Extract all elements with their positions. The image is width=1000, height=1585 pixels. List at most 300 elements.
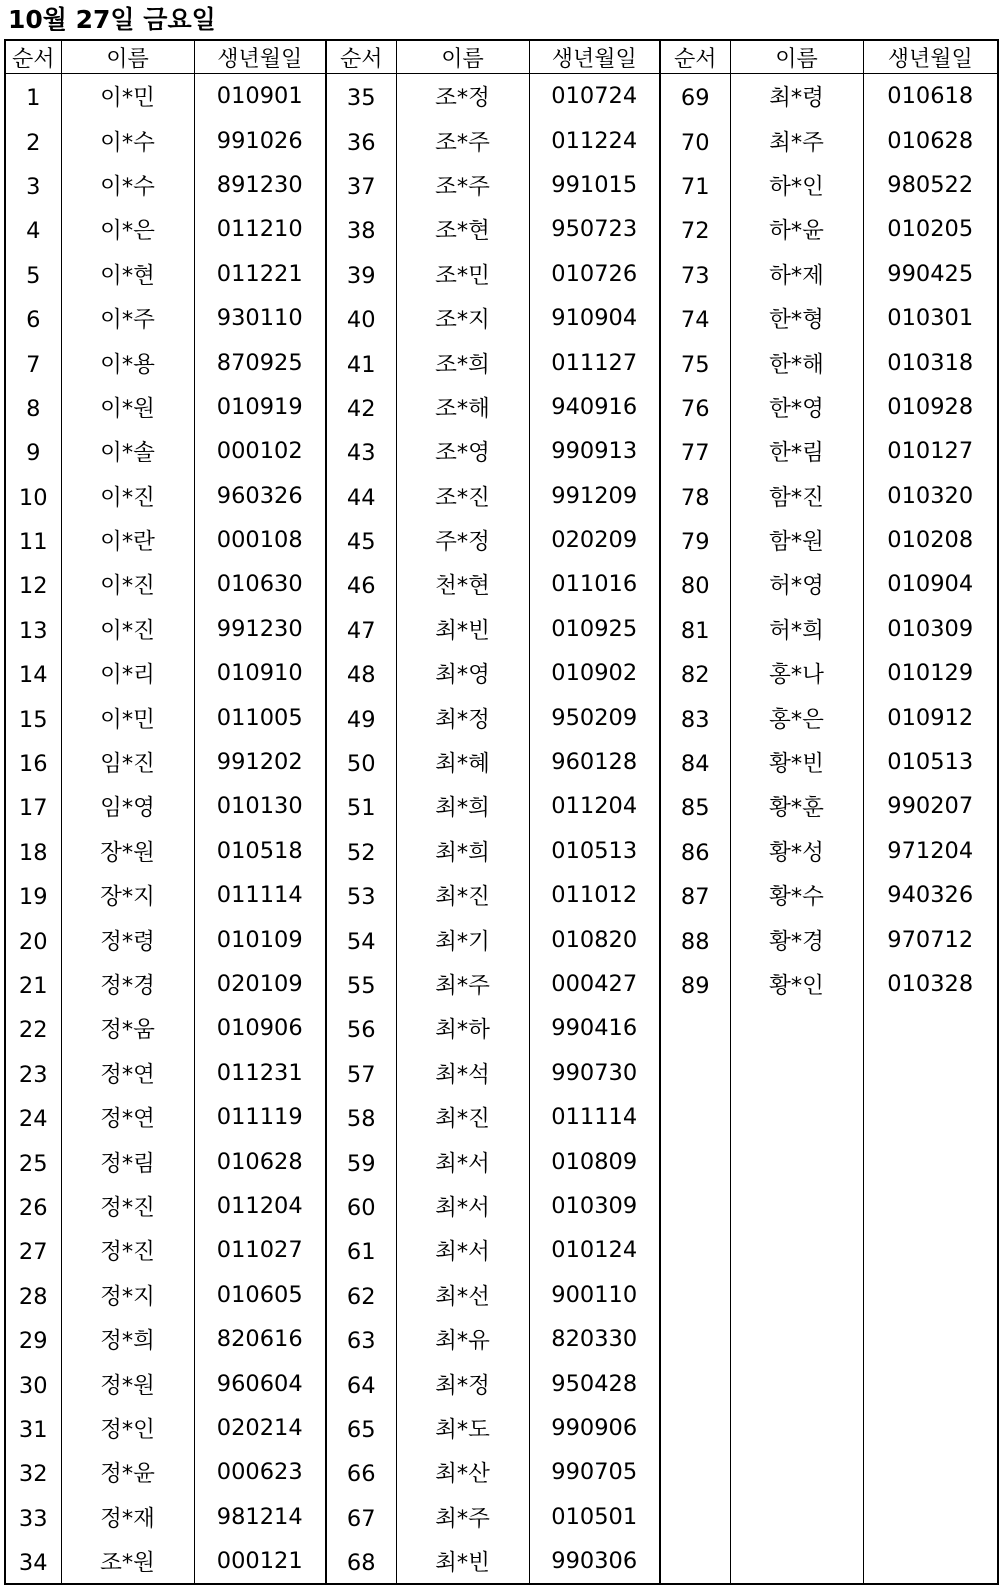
- order-cell: 42: [326, 385, 396, 429]
- name-cell: 이*은: [61, 207, 194, 251]
- birthdate-cell: 990906: [529, 1406, 660, 1450]
- name-cell: 조*현: [396, 207, 529, 251]
- order-cell: 34: [5, 1539, 61, 1584]
- order-cell: 28: [5, 1273, 61, 1317]
- order-cell: [660, 1051, 730, 1095]
- order-cell: 56: [326, 1006, 396, 1050]
- name-cell: 정*림: [61, 1139, 194, 1183]
- order-cell: 49: [326, 695, 396, 739]
- name-cell: 조*정: [396, 74, 529, 119]
- birthdate-cell: 950209: [529, 695, 660, 739]
- order-cell: 48: [326, 651, 396, 695]
- name-cell: 황*인: [730, 962, 863, 1006]
- order-cell: 44: [326, 474, 396, 518]
- name-cell: 정*윤: [61, 1450, 194, 1494]
- birthdate-cell: 991209: [529, 474, 660, 518]
- name-cell: 이*진: [61, 607, 194, 651]
- name-cell: 조*진: [396, 474, 529, 518]
- name-cell: 정*지: [61, 1273, 194, 1317]
- name-cell: [730, 1273, 863, 1317]
- name-cell: 한*형: [730, 296, 863, 340]
- order-cell: 86: [660, 829, 730, 873]
- birthdate-cell: 910904: [529, 296, 660, 340]
- table-row: [5, 1006, 998, 1050]
- order-cell: [660, 1139, 730, 1183]
- birthdate-cell: 870925: [194, 340, 326, 384]
- birthdate-cell: 970712: [863, 917, 998, 961]
- birthdate-cell: 011114: [194, 873, 326, 917]
- birthdate-cell: 010904: [863, 562, 998, 606]
- order-cell: 89: [660, 962, 730, 1006]
- name-cell: 주*정: [396, 518, 529, 562]
- name-cell: 하*윤: [730, 207, 863, 251]
- name-cell: 황*빈: [730, 740, 863, 784]
- table-row: [5, 474, 998, 518]
- table-row: [5, 296, 998, 340]
- name-cell: 황*성: [730, 829, 863, 873]
- name-cell: 이*진: [61, 562, 194, 606]
- name-cell: 하*제: [730, 252, 863, 296]
- order-cell: 41: [326, 340, 396, 384]
- order-cell: [660, 1361, 730, 1405]
- birthdate-cell: 010127: [863, 429, 998, 473]
- order-cell: 10: [5, 474, 61, 518]
- birthdate-cell: 010318: [863, 340, 998, 384]
- name-cell: 최*선: [396, 1273, 529, 1317]
- table-row: [5, 340, 998, 384]
- order-cell: [660, 1184, 730, 1228]
- name-cell: [730, 1495, 863, 1539]
- order-cell: 31: [5, 1406, 61, 1450]
- order-cell: 39: [326, 252, 396, 296]
- name-cell: 이*원: [61, 385, 194, 429]
- order-cell: [660, 1095, 730, 1139]
- birthdate-cell: 950428: [529, 1361, 660, 1405]
- name-cell: 정*원: [61, 1361, 194, 1405]
- birthdate-cell: 010205: [863, 207, 998, 251]
- birthdate-cell: [863, 1495, 998, 1539]
- table-row: [5, 784, 998, 828]
- birthdate-cell: 011221: [194, 252, 326, 296]
- order-cell: 62: [326, 1273, 396, 1317]
- birthdate-cell: 010320: [863, 474, 998, 518]
- order-cell: 22: [5, 1006, 61, 1050]
- birthdate-cell: 990207: [863, 784, 998, 828]
- header-birthdate: 생년월일: [194, 40, 326, 74]
- order-cell: [660, 1228, 730, 1272]
- birthdate-cell: 010628: [194, 1139, 326, 1183]
- order-cell: 5: [5, 252, 61, 296]
- name-cell: [730, 1095, 863, 1139]
- order-cell: [660, 1006, 730, 1050]
- birthdate-cell: [863, 1228, 998, 1272]
- birthdate-cell: 010130: [194, 784, 326, 828]
- header-order: 순서: [660, 40, 730, 74]
- name-cell: 최*유: [396, 1317, 529, 1361]
- birthdate-cell: 991202: [194, 740, 326, 784]
- name-cell: 임*진: [61, 740, 194, 784]
- order-cell: 30: [5, 1361, 61, 1405]
- order-cell: 72: [660, 207, 730, 251]
- name-cell: 장*지: [61, 873, 194, 917]
- order-cell: 47: [326, 607, 396, 651]
- order-cell: 7: [5, 340, 61, 384]
- name-cell: 최*령: [730, 74, 863, 119]
- name-cell: 조*해: [396, 385, 529, 429]
- birthdate-cell: [863, 1051, 998, 1095]
- birthdate-cell: 010925: [529, 607, 660, 651]
- birthdate-cell: 010129: [863, 651, 998, 695]
- table-row: [5, 829, 998, 873]
- birthdate-cell: 010309: [529, 1184, 660, 1228]
- table-row: [5, 1095, 998, 1139]
- order-cell: 59: [326, 1139, 396, 1183]
- name-cell: 정*진: [61, 1228, 194, 1272]
- table-row: [5, 651, 998, 695]
- name-cell: 조*주: [396, 163, 529, 207]
- name-cell: 함*진: [730, 474, 863, 518]
- name-cell: 조*영: [396, 429, 529, 473]
- table-row: [5, 1450, 998, 1494]
- name-cell: 이*수: [61, 118, 194, 162]
- order-cell: 23: [5, 1051, 61, 1095]
- birthdate-cell: 011204: [529, 784, 660, 828]
- order-cell: 79: [660, 518, 730, 562]
- order-cell: 54: [326, 917, 396, 961]
- name-cell: 최*진: [396, 873, 529, 917]
- order-cell: 3: [5, 163, 61, 207]
- order-cell: 12: [5, 562, 61, 606]
- name-cell: 최*주: [396, 1495, 529, 1539]
- birthdate-cell: 990306: [529, 1539, 660, 1584]
- birthdate-cell: 010726: [529, 252, 660, 296]
- name-cell: 한*해: [730, 340, 863, 384]
- name-cell: 정*인: [61, 1406, 194, 1450]
- order-cell: 85: [660, 784, 730, 828]
- birthdate-cell: [863, 1273, 998, 1317]
- birthdate-cell: [863, 1184, 998, 1228]
- birthdate-cell: [863, 1450, 998, 1494]
- birthdate-cell: 010906: [194, 1006, 326, 1050]
- table-row: [5, 1539, 998, 1584]
- birthdate-cell: 010328: [863, 962, 998, 1006]
- name-cell: [730, 1139, 863, 1183]
- order-cell: 9: [5, 429, 61, 473]
- name-cell: 장*원: [61, 829, 194, 873]
- name-cell: 최*정: [396, 1361, 529, 1405]
- name-cell: 조*희: [396, 340, 529, 384]
- order-cell: 32: [5, 1450, 61, 1494]
- name-cell: 정*희: [61, 1317, 194, 1361]
- birthdate-cell: 000102: [194, 429, 326, 473]
- birthdate-cell: 010618: [863, 74, 998, 119]
- birthdate-cell: 010513: [529, 829, 660, 873]
- birthdate-cell: 010910: [194, 651, 326, 695]
- table-row: [5, 695, 998, 739]
- order-cell: 64: [326, 1361, 396, 1405]
- birthdate-cell: 820616: [194, 1317, 326, 1361]
- table-row: [5, 1051, 998, 1095]
- name-cell: 황*훈: [730, 784, 863, 828]
- order-cell: 77: [660, 429, 730, 473]
- table-row: [5, 1273, 998, 1317]
- birthdate-cell: 011012: [529, 873, 660, 917]
- name-cell: 정*연: [61, 1051, 194, 1095]
- table-row: [5, 1228, 998, 1272]
- birthdate-cell: 820330: [529, 1317, 660, 1361]
- name-cell: 최*서: [396, 1184, 529, 1228]
- table-row: [5, 207, 998, 251]
- name-cell: 최*주: [396, 962, 529, 1006]
- birthdate-cell: 011114: [529, 1095, 660, 1139]
- header-row: [5, 40, 998, 74]
- order-cell: 27: [5, 1228, 61, 1272]
- name-cell: 최*정: [396, 695, 529, 739]
- birthdate-cell: 010501: [529, 1495, 660, 1539]
- birthdate-cell: 010902: [529, 651, 660, 695]
- birthdate-cell: 011127: [529, 340, 660, 384]
- order-cell: 55: [326, 962, 396, 1006]
- order-cell: 33: [5, 1495, 61, 1539]
- birthdate-cell: [863, 1406, 998, 1450]
- order-cell: 82: [660, 651, 730, 695]
- birthdate-cell: 011224: [529, 118, 660, 162]
- birthdate-cell: 010513: [863, 740, 998, 784]
- order-cell: 11: [5, 518, 61, 562]
- order-cell: [660, 1273, 730, 1317]
- table-row: [5, 1317, 998, 1361]
- order-cell: 4: [5, 207, 61, 251]
- name-cell: [730, 1539, 863, 1584]
- birthdate-cell: 990730: [529, 1051, 660, 1095]
- name-cell: 이*민: [61, 695, 194, 739]
- order-cell: 43: [326, 429, 396, 473]
- name-cell: 최*산: [396, 1450, 529, 1494]
- table-row: [5, 917, 998, 961]
- header-name: 이름: [396, 40, 529, 74]
- name-cell: 홍*나: [730, 651, 863, 695]
- order-cell: 83: [660, 695, 730, 739]
- name-cell: 이*진: [61, 474, 194, 518]
- name-cell: 최*혜: [396, 740, 529, 784]
- name-cell: [730, 1450, 863, 1494]
- order-cell: 88: [660, 917, 730, 961]
- name-cell: 최*기: [396, 917, 529, 961]
- name-cell: 최*도: [396, 1406, 529, 1450]
- birthdate-cell: 000623: [194, 1450, 326, 1494]
- header-name: 이름: [61, 40, 194, 74]
- name-cell: 정*경: [61, 962, 194, 1006]
- birthdate-cell: 010124: [529, 1228, 660, 1272]
- birthdate-cell: 950723: [529, 207, 660, 251]
- name-cell: 조*민: [396, 252, 529, 296]
- birthdate-cell: 010919: [194, 385, 326, 429]
- name-cell: 하*인: [730, 163, 863, 207]
- order-cell: 40: [326, 296, 396, 340]
- name-cell: 최*영: [396, 651, 529, 695]
- table-row: [5, 1184, 998, 1228]
- order-cell: 18: [5, 829, 61, 873]
- birthdate-cell: 010809: [529, 1139, 660, 1183]
- table-row: [5, 1361, 998, 1405]
- order-cell: 60: [326, 1184, 396, 1228]
- name-cell: 천*현: [396, 562, 529, 606]
- table-row: [5, 429, 998, 473]
- name-cell: 정*재: [61, 1495, 194, 1539]
- name-cell: 조*원: [61, 1539, 194, 1584]
- name-cell: [730, 1406, 863, 1450]
- birthdate-cell: 891230: [194, 163, 326, 207]
- name-cell: 한*림: [730, 429, 863, 473]
- table-row: [5, 607, 998, 651]
- order-cell: 87: [660, 873, 730, 917]
- birthdate-cell: 010208: [863, 518, 998, 562]
- name-cell: 임*영: [61, 784, 194, 828]
- order-cell: 1: [5, 74, 61, 119]
- name-cell: 최*빈: [396, 1539, 529, 1584]
- order-cell: 29: [5, 1317, 61, 1361]
- name-cell: [730, 1184, 863, 1228]
- page-title: 10월 27일 금요일: [8, 5, 216, 34]
- name-cell: 이*란: [61, 518, 194, 562]
- name-cell: [730, 1006, 863, 1050]
- table-row: [5, 252, 998, 296]
- birthdate-cell: 011119: [194, 1095, 326, 1139]
- birthdate-cell: 010630: [194, 562, 326, 606]
- birthdate-cell: [863, 1139, 998, 1183]
- order-cell: 36: [326, 118, 396, 162]
- order-cell: 57: [326, 1051, 396, 1095]
- table-row: [5, 740, 998, 784]
- order-cell: 21: [5, 962, 61, 1006]
- birthdate-cell: 011016: [529, 562, 660, 606]
- attendance-table: [4, 39, 999, 1585]
- name-cell: 이*민: [61, 74, 194, 119]
- name-cell: 이*솔: [61, 429, 194, 473]
- birthdate-cell: [863, 1095, 998, 1139]
- table-row: [5, 74, 998, 119]
- order-cell: 16: [5, 740, 61, 784]
- order-cell: 68: [326, 1539, 396, 1584]
- birthdate-cell: 010724: [529, 74, 660, 119]
- birthdate-cell: [863, 1006, 998, 1050]
- header-name: 이름: [730, 40, 863, 74]
- header-birthdate: 생년월일: [863, 40, 998, 74]
- order-cell: 84: [660, 740, 730, 784]
- order-cell: 46: [326, 562, 396, 606]
- birthdate-cell: 010820: [529, 917, 660, 961]
- birthdate-cell: 010901: [194, 74, 326, 119]
- order-cell: 73: [660, 252, 730, 296]
- name-cell: 이*현: [61, 252, 194, 296]
- name-cell: [730, 1361, 863, 1405]
- order-cell: 17: [5, 784, 61, 828]
- table-row: [5, 163, 998, 207]
- order-cell: 70: [660, 118, 730, 162]
- birthdate-cell: 960604: [194, 1361, 326, 1405]
- order-cell: 74: [660, 296, 730, 340]
- name-cell: 이*수: [61, 163, 194, 207]
- birthdate-cell: 960128: [529, 740, 660, 784]
- birthdate-cell: 940326: [863, 873, 998, 917]
- name-cell: 정*진: [61, 1184, 194, 1228]
- name-cell: 황*수: [730, 873, 863, 917]
- birthdate-cell: [863, 1361, 998, 1405]
- birthdate-cell: [863, 1317, 998, 1361]
- name-cell: 최*서: [396, 1139, 529, 1183]
- name-cell: 정*연: [61, 1095, 194, 1139]
- name-cell: 이*리: [61, 651, 194, 695]
- name-cell: 홍*은: [730, 695, 863, 739]
- order-cell: 25: [5, 1139, 61, 1183]
- name-cell: 최*희: [396, 829, 529, 873]
- birthdate-cell: 990913: [529, 429, 660, 473]
- birthdate-cell: 000121: [194, 1539, 326, 1584]
- order-cell: 63: [326, 1317, 396, 1361]
- order-cell: 61: [326, 1228, 396, 1272]
- order-cell: 75: [660, 340, 730, 384]
- order-cell: 19: [5, 873, 61, 917]
- birthdate-cell: 980522: [863, 163, 998, 207]
- birthdate-cell: 010109: [194, 917, 326, 961]
- birthdate-cell: 981214: [194, 1495, 326, 1539]
- order-cell: 80: [660, 562, 730, 606]
- order-cell: 38: [326, 207, 396, 251]
- birthdate-cell: 020214: [194, 1406, 326, 1450]
- birthdate-cell: 010628: [863, 118, 998, 162]
- table-row: [5, 562, 998, 606]
- birthdate-cell: 010605: [194, 1273, 326, 1317]
- birthdate-cell: 011005: [194, 695, 326, 739]
- name-cell: 허*영: [730, 562, 863, 606]
- table-row: [5, 1139, 998, 1183]
- birthdate-cell: 990425: [863, 252, 998, 296]
- name-cell: 최*서: [396, 1228, 529, 1272]
- order-cell: 67: [326, 1495, 396, 1539]
- name-cell: 한*영: [730, 385, 863, 429]
- birthdate-cell: 971204: [863, 829, 998, 873]
- table-row: [5, 1406, 998, 1450]
- name-cell: 최*진: [396, 1095, 529, 1139]
- order-cell: 24: [5, 1095, 61, 1139]
- order-cell: [660, 1495, 730, 1539]
- header-birthdate: 생년월일: [529, 40, 660, 74]
- birthdate-cell: 011027: [194, 1228, 326, 1272]
- birthdate-cell: 000427: [529, 962, 660, 1006]
- name-cell: 허*희: [730, 607, 863, 651]
- order-cell: 8: [5, 385, 61, 429]
- order-cell: 37: [326, 163, 396, 207]
- order-cell: 52: [326, 829, 396, 873]
- order-cell: [660, 1539, 730, 1584]
- birthdate-cell: 940916: [529, 385, 660, 429]
- table-row: [5, 962, 998, 1006]
- order-cell: 6: [5, 296, 61, 340]
- birthdate-cell: 011204: [194, 1184, 326, 1228]
- order-cell: 26: [5, 1184, 61, 1228]
- order-cell: 35: [326, 74, 396, 119]
- name-cell: 최*석: [396, 1051, 529, 1095]
- table-row: [5, 518, 998, 562]
- name-cell: [730, 1317, 863, 1361]
- name-cell: 최*희: [396, 784, 529, 828]
- birthdate-cell: [863, 1539, 998, 1584]
- order-cell: 69: [660, 74, 730, 119]
- birthdate-cell: 930110: [194, 296, 326, 340]
- birthdate-cell: 010928: [863, 385, 998, 429]
- birthdate-cell: 960326: [194, 474, 326, 518]
- name-cell: 조*지: [396, 296, 529, 340]
